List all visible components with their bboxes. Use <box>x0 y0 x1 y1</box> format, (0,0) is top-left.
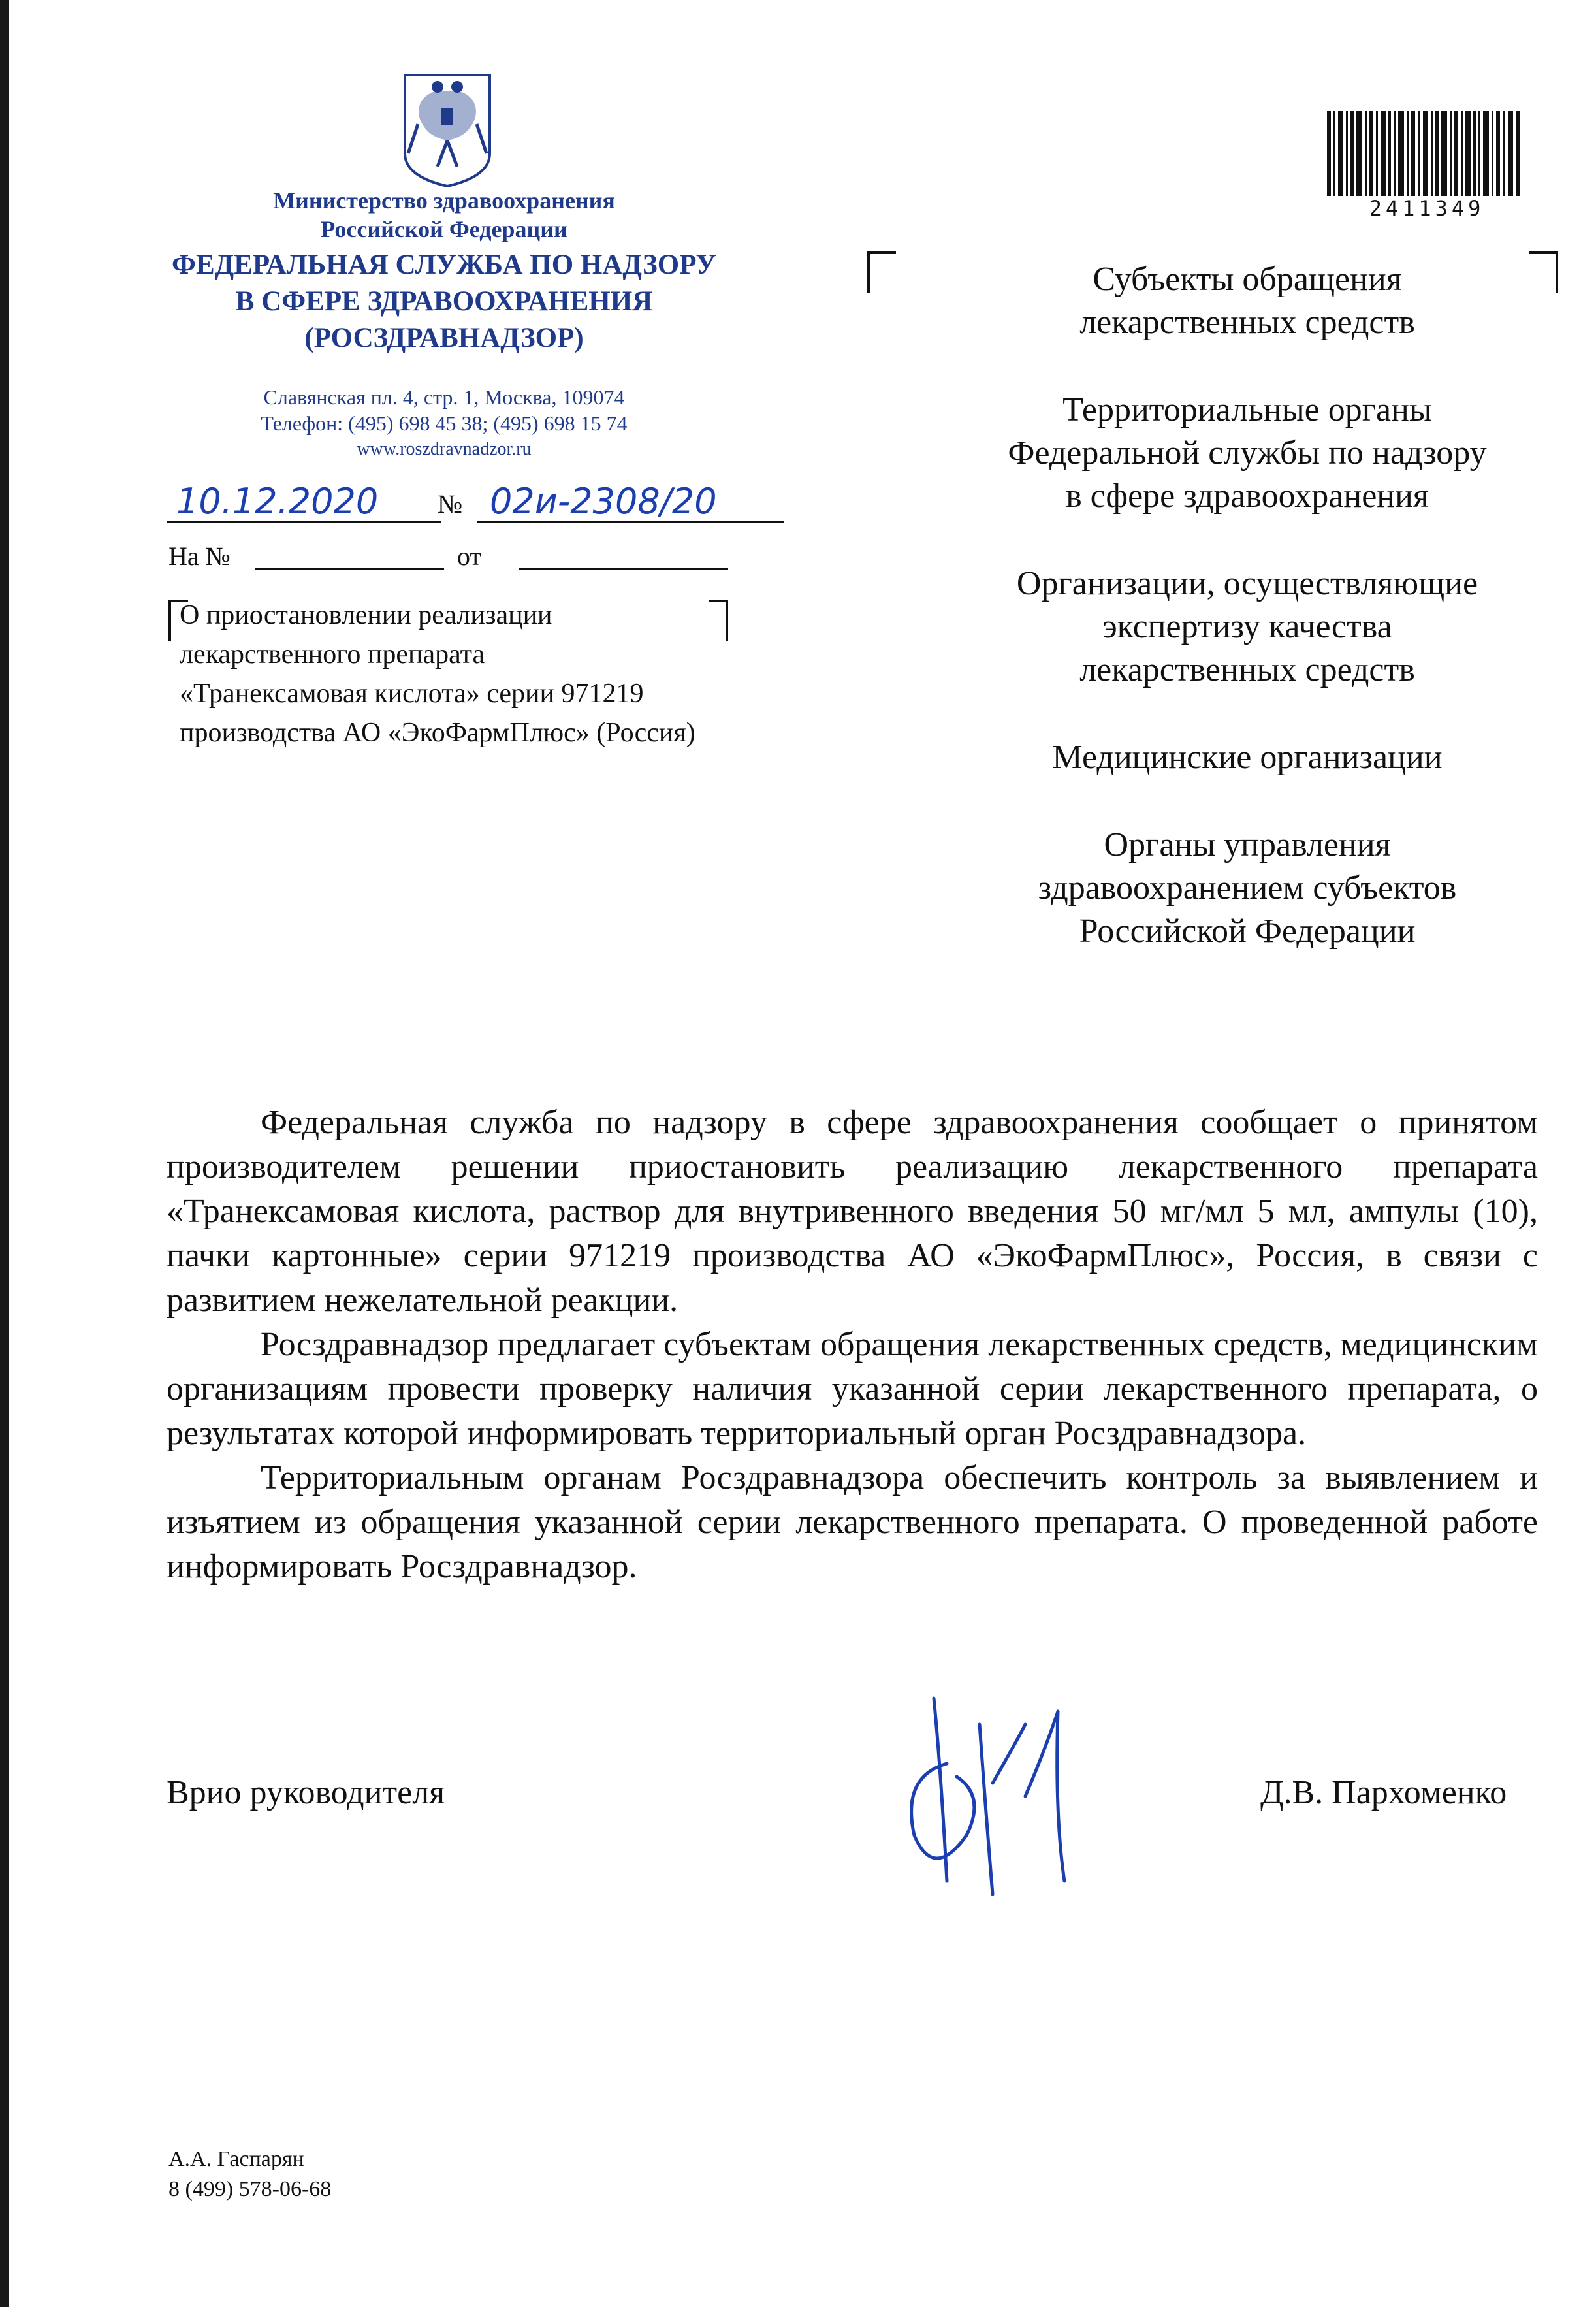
addressee-group <box>953 824 1541 953</box>
handwritten-signature-icon <box>895 1685 1097 1907</box>
subject-line: «Транексамовая кислота» серии 971219 <box>180 679 644 709</box>
service-name <box>150 247 738 357</box>
na-label: На № <box>168 541 231 571</box>
letter-body <box>167 1101 1538 1589</box>
number-handwritten: 02и-2308/20 <box>490 481 717 522</box>
addressee-group <box>953 389 1541 518</box>
service-line: (РОСЗДРАВНАДЗОР) <box>304 323 584 353</box>
addressee-line: Медицинские организации <box>1052 739 1443 776</box>
reference-row <box>168 541 231 572</box>
body-paragraph: Территориальным органам Росздравнадзора обеспечить контроль за выявлением и изъятием из обращения указанной серии лекарственного препарата. О проведенной работе информировать Росздравнадзор. <box>167 1459 1538 1585</box>
ot-label: от <box>457 541 481 571</box>
subject-block <box>180 596 833 752</box>
addressee-line: Российской Федерации <box>1079 912 1416 950</box>
addressee-line: здравоохранением субъектов <box>1038 869 1457 907</box>
executor-phone: 8 (499) 578-06-68 <box>168 2177 332 2201</box>
ot-blank-line <box>519 568 728 570</box>
scan-edge <box>0 0 9 2307</box>
addressee-line: в сфере здравоохранения <box>1066 477 1429 515</box>
addressee-line: Органы управления <box>1104 826 1391 863</box>
addressee-list <box>953 258 1541 997</box>
body-paragraph: Росздравнадзор предлагает субъектам обращения лекарственных средств, медицинским организациям провести проверку наличия указанной серии лекарственного препарата, о результатах которой информировать территориальный орган Росздравнадзора. <box>167 1326 1538 1452</box>
barcode <box>1326 111 1522 196</box>
executor-block <box>168 2144 331 2204</box>
signatory-name: Д.В. Пархоменко <box>1260 1774 1507 1811</box>
phone-line: Телефон: (495) 698 45 38; (495) 698 15 74 <box>261 411 628 435</box>
ministry-line: Российской Федерации <box>321 216 567 242</box>
date-handwritten: 10.12.2020 <box>176 481 379 522</box>
addressee-line: лекарственных средств <box>1079 651 1415 688</box>
ministry-line: Министерство здравоохранения <box>273 187 615 214</box>
addressee-bracket-left <box>867 251 896 293</box>
addressee-group <box>953 258 1541 344</box>
service-line: ФЕДЕРАЛЬНАЯ СЛУЖБА ПО НАДЗОРУ <box>172 250 716 280</box>
addressee-line: лекарственных средств <box>1079 304 1415 341</box>
subject-line: производства АО «ЭкоФармПлюс» (Россия) <box>180 718 695 748</box>
barcode-number: 2411349 <box>1369 196 1485 221</box>
addressee-group <box>953 736 1541 779</box>
letterhead-address <box>196 384 692 462</box>
signatory-position: Врио руководителя <box>167 1774 445 1811</box>
number-sign: № <box>438 489 463 519</box>
ministry-name <box>215 186 673 244</box>
addressee-line: экспертизу качества <box>1102 608 1392 645</box>
subject-line: лекарственного препарата <box>180 639 485 670</box>
subject-line: О приостановлении реализации <box>180 600 552 630</box>
addressee-line: Субъекты обращения <box>1093 261 1402 298</box>
executor-name: А.А. Гаспарян <box>168 2147 304 2171</box>
service-line: В СФЕРЕ ЗДРАВООХРАНЕНИЯ <box>235 286 653 317</box>
body-paragraph: Федеральная служба по надзору в сфере здравоохранения сообщает о принятом производителем решении приостановить реализацию лекарственного препарата «Транексамовая кислота, раствор для внутривенного введения 50 мг/мл 5 мл, ампулы (10), пачки картонные» серии 971219 производства АО «ЭкоФармПлюс», Россия, в связи с развитием нежелательной реакции. <box>167 1104 1538 1319</box>
website-link[interactable]: www.roszdravnadzor.ru <box>357 439 532 459</box>
addressee-line: Территориальные органы <box>1062 391 1432 428</box>
addressee-line: Организации, осуществляющие <box>1016 565 1478 602</box>
na-blank-line <box>255 568 444 570</box>
addressee-line: Федеральной службы по надзору <box>1008 434 1487 472</box>
address-line: Славянская пл. 4, стр. 1, Москва, 109074 <box>263 385 625 409</box>
addressee-group <box>953 562 1541 692</box>
coat-of-arms-icon <box>392 62 503 189</box>
